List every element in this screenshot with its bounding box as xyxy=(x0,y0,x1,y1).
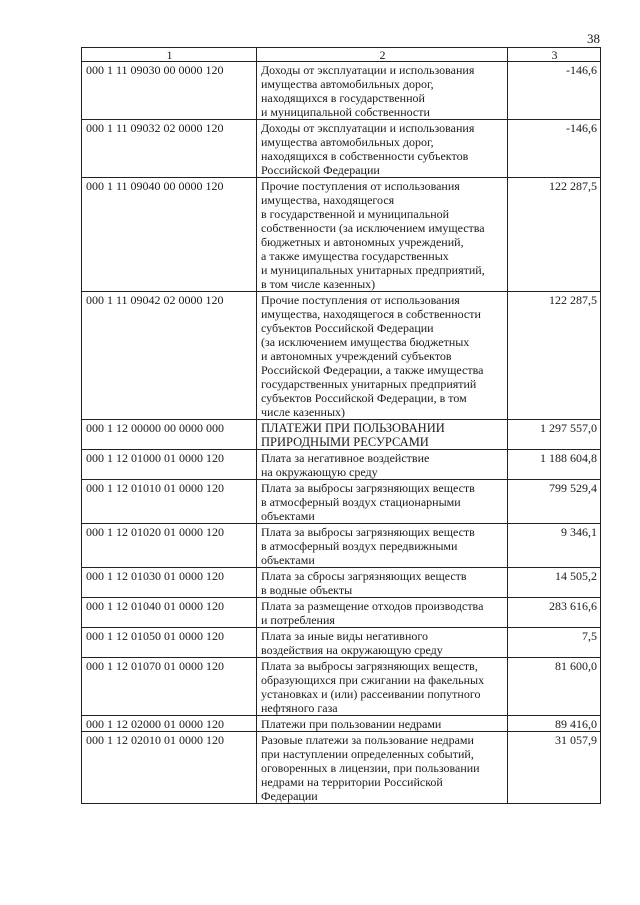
row-code-cell: 000 1 12 01020 01 0000 120 xyxy=(82,524,257,568)
table-row xyxy=(82,658,601,716)
row-name-cell: Разовые платежи за пользование недрами при наступлении определенных событий, оговоренных в лицензии, при пользовании недрами на территории Российской Федерации xyxy=(257,732,508,804)
row-amount-cell: 1 188 604,8 xyxy=(508,450,601,480)
row-name-cell: Прочие поступления от использования имущества, находящегося в государственной и муниципальной собственности (за исключением имущества бюджетных и автономных учреждений, а также имущества государственных и муниципальных унитарных предприятий, в том числе казенных) xyxy=(257,178,508,292)
row-amount-cell: -146,6 xyxy=(508,120,601,178)
column-header-amount: 3 xyxy=(508,48,601,62)
column-header-code: 1 xyxy=(82,48,257,62)
row-name-cell: Плата за выбросы загрязняющих веществ в атмосферный воздух передвижными объектами xyxy=(257,524,508,568)
row-name-cell: Доходы от эксплуатации и использования имущества автомобильных дорог, находящихся в собственности субъектов Российской Федерации xyxy=(257,120,508,178)
table-row xyxy=(82,178,601,292)
budget-revenue-table xyxy=(81,47,601,804)
table-row xyxy=(82,420,601,450)
row-name-cell: Плата за негативное воздействие на окружающую среду xyxy=(257,450,508,480)
table-row xyxy=(82,598,601,628)
row-amount-cell: 7,5 xyxy=(508,628,601,658)
table-row xyxy=(82,716,601,732)
table-row xyxy=(82,292,601,420)
row-code-cell: 000 1 12 01040 01 0000 120 xyxy=(82,598,257,628)
row-name-cell: Плата за размещение отходов производства и потребления xyxy=(257,598,508,628)
row-name-cell: Доходы от эксплуатации и использования имущества автомобильных дорог, находящихся в государственной и муниципальной собственности xyxy=(257,62,508,120)
row-name-cell: Плата за сбросы загрязняющих веществ в водные объекты xyxy=(257,568,508,598)
row-code-cell: 000 1 12 02000 01 0000 120 xyxy=(82,716,257,732)
row-amount-cell: 283 616,6 xyxy=(508,598,601,628)
row-name-cell: Прочие поступления от использования имущества, находящегося в собственности субъектов Российской Федерации (за исключением имущества бюджетных и автономных учреждений субъектов Российской Федерации, а также имущества государственных унитарных предприятий субъектов Российской Федерации, в том числе казенных) xyxy=(257,292,508,420)
row-code-cell: 000 1 12 00000 00 0000 000 xyxy=(82,420,257,450)
table-row xyxy=(82,732,601,804)
row-amount-cell: 89 416,0 xyxy=(508,716,601,732)
row-amount-cell: 81 600,0 xyxy=(508,658,601,716)
row-amount-cell: 31 057,9 xyxy=(508,732,601,804)
page-number: 38 xyxy=(587,31,600,46)
table-row xyxy=(82,568,601,598)
row-name-cell: Плата за выбросы загрязняющих веществ, образующихся при сжигании на факельных установках и (или) рассеивании попутного нефтяного газа xyxy=(257,658,508,716)
row-amount-cell: 9 346,1 xyxy=(508,524,601,568)
table-row xyxy=(82,450,601,480)
row-code-cell: 000 1 12 01050 01 0000 120 xyxy=(82,628,257,658)
row-amount-cell: 14 505,2 xyxy=(508,568,601,598)
table-row xyxy=(82,62,601,120)
row-code-cell: 000 1 12 01070 01 0000 120 xyxy=(82,658,257,716)
column-header-name: 2 xyxy=(257,48,508,62)
table-row xyxy=(82,480,601,524)
row-amount-cell: 1 297 557,0 xyxy=(508,420,601,450)
row-code-cell: 000 1 12 01010 01 0000 120 xyxy=(82,480,257,524)
row-amount-cell: 799 529,4 xyxy=(508,480,601,524)
row-code-cell: 000 1 11 09042 02 0000 120 xyxy=(82,292,257,420)
table-row xyxy=(82,524,601,568)
row-name-cell: Плата за иные виды негативного воздействия на окружающую среду xyxy=(257,628,508,658)
table-row xyxy=(82,628,601,658)
row-amount-cell: 122 287,5 xyxy=(508,178,601,292)
table-header-row xyxy=(82,48,601,62)
row-amount-cell: 122 287,5 xyxy=(508,292,601,420)
row-code-cell: 000 1 12 02010 01 0000 120 xyxy=(82,732,257,804)
row-code-cell: 000 1 11 09032 02 0000 120 xyxy=(82,120,257,178)
row-amount-cell: -146,6 xyxy=(508,62,601,120)
row-code-cell: 000 1 12 01030 01 0000 120 xyxy=(82,568,257,598)
row-code-cell: 000 1 11 09030 00 0000 120 xyxy=(82,62,257,120)
row-name-cell: Платежи при пользовании недрами xyxy=(257,716,508,732)
row-name-cell: Плата за выбросы загрязняющих веществ в атмосферный воздух стационарными объектами xyxy=(257,480,508,524)
table-row xyxy=(82,120,601,178)
row-name-cell: ПЛАТЕЖИ ПРИ ПОЛЬЗОВАНИИ ПРИРОДНЫМИ РЕСУРСАМИ xyxy=(257,420,508,450)
row-code-cell: 000 1 12 01000 01 0000 120 xyxy=(82,450,257,480)
row-code-cell: 000 1 11 09040 00 0000 120 xyxy=(82,178,257,292)
